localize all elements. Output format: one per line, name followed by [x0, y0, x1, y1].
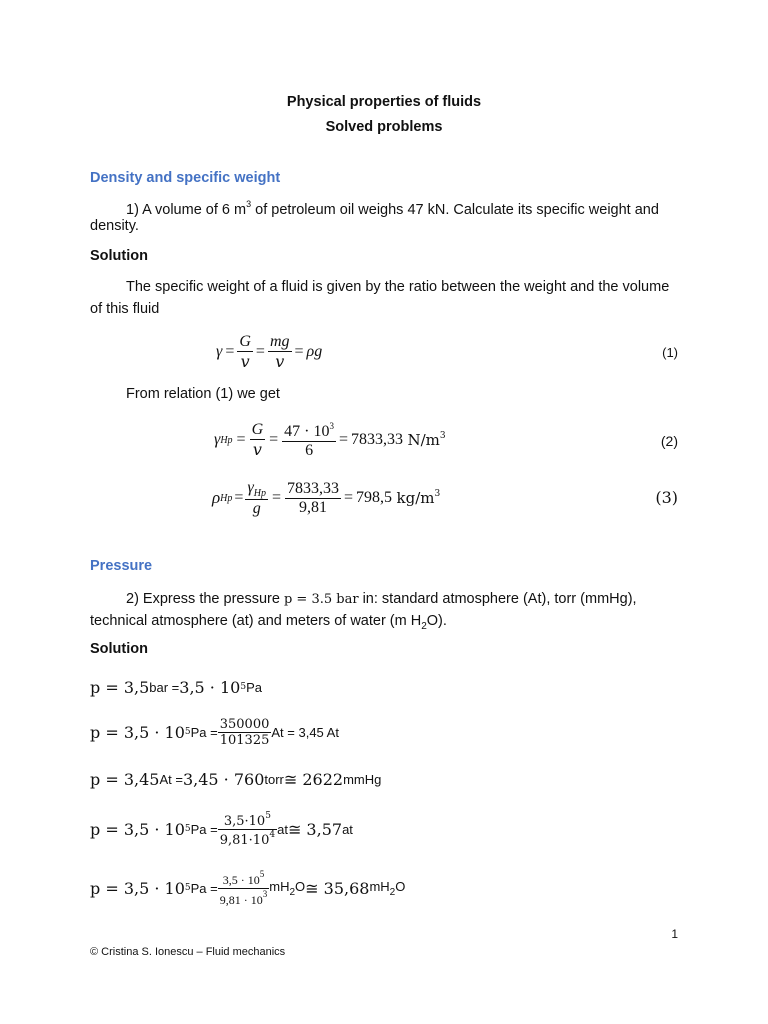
- solution-label-1: Solution: [90, 248, 148, 264]
- equation-3: ρ Hp = $\frac{\gamma_{Hp}}{g}$ = $\frac{7833,33}{9,81}$ = 798,5 $kg/m^3$: [212, 478, 441, 517]
- pressure-line-2: p = 3,5 · 10 5 Pa = $\frac{350000}{101325}$ At = 3,45 At: [90, 716, 339, 748]
- title-line-1: Physical properties of fluids: [286, 94, 482, 110]
- problem2-line2: technical atmosphere (at) and meters of water (m $H_2O$).: [90, 613, 447, 632]
- equation-2: γ Hp = $\frac{G}{v}$ = $\frac{47 \cdot 10^3}{6}$ = 7833,33 $N/m^3$: [214, 420, 446, 459]
- problem1-line2: density.: [90, 218, 139, 234]
- pressure-line-1: p = 3,5 bar = 3,5 · 10 5 Pa: [90, 677, 262, 697]
- pressure-line-3: p = 3,45 At = 3,45 · 760 torr ≅ 2622 mmHg: [90, 769, 382, 789]
- equation-3-number: (3): [655, 488, 678, 507]
- section-density: Density and specific weight: [90, 170, 281, 186]
- footer-copyright: © Cristina S. Ionescu – Fluid mechanics: [90, 946, 286, 958]
- pressure-line-5: p = 3,5 · 10 5 Pa = $\frac{3,5 \cdot 10^5}{9,81 \cdot 10^3}$ $mH_2O$ ≅ 35,68 $mH_2O$: [90, 868, 406, 907]
- equation-1-number: (1): [662, 345, 678, 360]
- problem2-line1: 2) Express the pressure p = 3.5 bar in: standard atmosphere (At), torr (mmHg),: [126, 591, 637, 607]
- problem1-line1: 1) A volume of 6 $m^3$ of petroleum oil weighs 47 kN. Calculate its specific weight and: [126, 199, 659, 218]
- page-number: 1: [671, 927, 678, 941]
- section-pressure: Pressure: [90, 558, 153, 574]
- equation-2-number: (2): [660, 433, 678, 449]
- solution-label-2: Solution: [90, 641, 148, 657]
- equation-1: γ = $\frac{G}{v}$ = $\frac{mg}{v}$ = ρg: [216, 333, 323, 371]
- pressure-line-4: p = 3,5 · 10 5 Pa = $\frac{3,5\cdot 10^5}{9,81\cdot 10^4}$ at ≅ 3,57 at: [90, 810, 353, 848]
- title-line-2: Solved problems: [325, 119, 443, 135]
- sol1-text1: The specific weight of a fluid is given by the ratio between the weight and the volume: [126, 279, 670, 295]
- sol1-text3: From relation (1) we get: [126, 386, 280, 402]
- sol1-text2: of this fluid: [90, 301, 160, 317]
